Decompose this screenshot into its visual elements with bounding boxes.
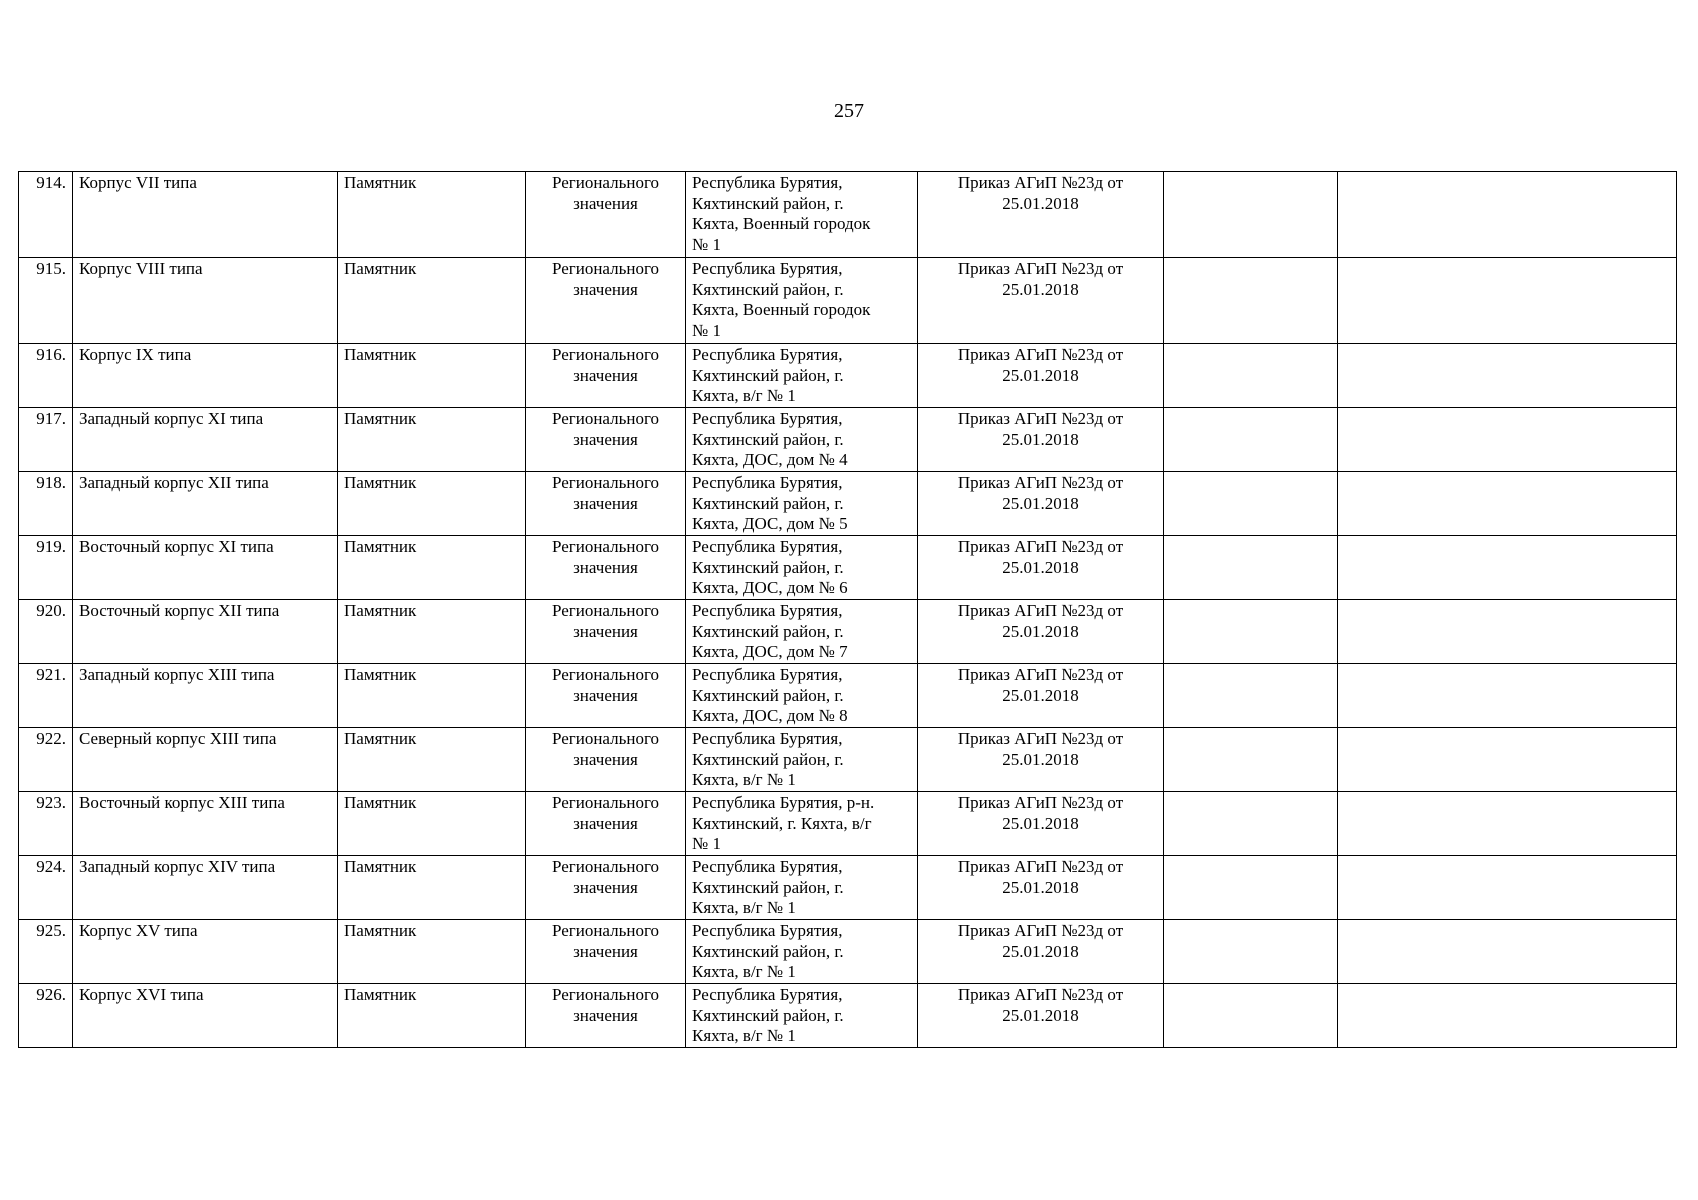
category-line: значения	[573, 941, 638, 961]
document-cell	[918, 856, 1164, 920]
category-line: Регионального	[551, 345, 660, 364]
category-line: значения	[573, 685, 638, 705]
table-row	[19, 172, 1677, 258]
address-cell	[686, 600, 918, 664]
address-line: Кяхтинский район, г.	[692, 621, 844, 641]
object-type-cell: Памятник	[338, 600, 526, 664]
address-line: Республика Бурятия,	[692, 857, 843, 876]
address-line: № 1	[692, 320, 721, 340]
document-line: 25.01.2018	[1002, 493, 1079, 513]
category-line: значения	[573, 193, 638, 213]
address-line: Кяхтинский район, г.	[692, 279, 844, 299]
category-line: Регионального	[551, 665, 660, 684]
category-line: значения	[573, 749, 638, 769]
object-type-cell: Памятник	[338, 984, 526, 1048]
table-row	[19, 984, 1677, 1048]
document-line: 25.01.2018	[1002, 557, 1079, 577]
address-line: Кяхтинский район, г.	[692, 429, 844, 449]
address-line: Кяхта, Военный городок	[692, 214, 871, 233]
category-cell	[526, 258, 686, 344]
object-name-cell: Северный корпус XIII типа	[73, 728, 338, 792]
object-name-cell: Западный корпус XI типа	[73, 408, 338, 472]
category-line: значения	[573, 813, 638, 833]
document-line: Приказ АГиП №23д от	[957, 173, 1124, 192]
row-number-cell: 922.	[19, 728, 73, 792]
table-row	[19, 728, 1677, 792]
heritage-registry-table	[18, 171, 1677, 1048]
address-line: Кяхта, в/г № 1	[692, 770, 796, 789]
category-line: Регионального	[551, 985, 660, 1004]
address-line: Кяхта, ДОС, дом № 8	[692, 706, 848, 725]
row-number-cell: 925.	[19, 920, 73, 984]
table-row	[19, 258, 1677, 344]
row-number-cell: 921.	[19, 664, 73, 728]
address-cell	[686, 258, 918, 344]
empty-cell	[1164, 728, 1338, 792]
object-type-cell: Памятник	[338, 920, 526, 984]
address-line: Кяхта, ДОС, дом № 6	[692, 578, 848, 597]
document-line: 25.01.2018	[1002, 365, 1079, 385]
address-line: Кяхта, в/г № 1	[692, 1026, 796, 1045]
address-line: Кяхта, ДОС, дом № 5	[692, 514, 848, 533]
address-line: Республика Бурятия,	[692, 409, 843, 428]
empty-cell	[1338, 536, 1677, 600]
address-line: Кяхта, ДОС, дом № 7	[692, 642, 848, 661]
empty-cell	[1338, 172, 1677, 258]
category-line: значения	[573, 429, 638, 449]
table-body	[19, 172, 1677, 1048]
table-row	[19, 472, 1677, 536]
document-cell	[918, 536, 1164, 600]
object-name-cell: Восточный корпус XIII типа	[73, 792, 338, 856]
address-line: Кяхта, в/г № 1	[692, 962, 796, 981]
document-line: 25.01.2018	[1002, 621, 1079, 641]
object-type-cell: Памятник	[338, 344, 526, 408]
table-row	[19, 536, 1677, 600]
object-name-cell: Западный корпус XII типа	[73, 472, 338, 536]
address-line: Кяхтинский район, г.	[692, 941, 844, 961]
category-line: значения	[573, 557, 638, 577]
address-line: Республика Бурятия,	[692, 985, 843, 1004]
object-name-cell: Корпус IX типа	[73, 344, 338, 408]
object-name-cell: Корпус VII типа	[73, 172, 338, 258]
address-line: Кяхтинский район, г.	[692, 365, 844, 385]
document-line: 25.01.2018	[1002, 1005, 1079, 1025]
category-line: значения	[573, 877, 638, 897]
address-line: Кяхтинский район, г.	[692, 749, 844, 769]
table-row	[19, 600, 1677, 664]
category-cell	[526, 792, 686, 856]
address-line: Республика Бурятия,	[692, 173, 843, 192]
address-cell	[686, 344, 918, 408]
address-line: Кяхта, Военный городок	[692, 300, 871, 319]
table-row	[19, 664, 1677, 728]
empty-cell	[1338, 856, 1677, 920]
address-cell	[686, 536, 918, 600]
empty-cell	[1338, 664, 1677, 728]
row-number-cell: 919.	[19, 536, 73, 600]
category-line: Регионального	[551, 729, 660, 748]
empty-cell	[1164, 984, 1338, 1048]
object-type-cell: Памятник	[338, 258, 526, 344]
document-cell	[918, 664, 1164, 728]
address-line: Республика Бурятия,	[692, 729, 843, 748]
document-line: Приказ АГиП №23д от	[957, 729, 1124, 748]
document-line: Приказ АГиП №23д от	[957, 857, 1124, 876]
address-line: Кяхта, в/г № 1	[692, 898, 796, 917]
document-line: 25.01.2018	[1002, 877, 1079, 897]
document-line: 25.01.2018	[1002, 279, 1079, 299]
empty-cell	[1164, 258, 1338, 344]
address-line: Кяхтинский район, г.	[692, 493, 844, 513]
address-line: Кяхта, в/г № 1	[692, 386, 796, 405]
table-row	[19, 920, 1677, 984]
object-name-cell: Западный корпус XIII типа	[73, 664, 338, 728]
address-line: № 1	[692, 234, 721, 254]
document-cell	[918, 984, 1164, 1048]
empty-cell	[1164, 792, 1338, 856]
empty-cell	[1164, 664, 1338, 728]
address-line: Республика Бурятия,	[692, 537, 843, 556]
empty-cell	[1338, 728, 1677, 792]
row-number-cell: 915.	[19, 258, 73, 344]
document-cell	[918, 792, 1164, 856]
category-cell	[526, 600, 686, 664]
empty-cell	[1164, 600, 1338, 664]
address-line: Республика Бурятия,	[692, 921, 843, 940]
category-line: Регионального	[551, 473, 660, 492]
address-cell	[686, 856, 918, 920]
document-line: Приказ АГиП №23д от	[957, 985, 1124, 1004]
document-line: Приказ АГиП №23д от	[957, 921, 1124, 940]
empty-cell	[1338, 792, 1677, 856]
document-cell	[918, 344, 1164, 408]
address-line: Кяхтинский район, г.	[692, 193, 844, 213]
page-number: 257	[834, 100, 864, 122]
object-name-cell: Западный корпус XIV типа	[73, 856, 338, 920]
document-line: Приказ АГиП №23д от	[957, 665, 1124, 684]
category-line: Регионального	[551, 601, 660, 620]
document-cell	[918, 172, 1164, 258]
category-cell	[526, 728, 686, 792]
address-line: № 1	[692, 834, 721, 853]
document-line: 25.01.2018	[1002, 429, 1079, 449]
row-number-cell: 918.	[19, 472, 73, 536]
row-number-cell: 914.	[19, 172, 73, 258]
empty-cell	[1338, 600, 1677, 664]
object-type-cell: Памятник	[338, 792, 526, 856]
category-line: значения	[573, 1005, 638, 1025]
category-line: значения	[573, 365, 638, 385]
address-line: Кяхтинский район, г.	[692, 1005, 844, 1025]
empty-cell	[1164, 344, 1338, 408]
category-cell	[526, 472, 686, 536]
document-cell	[918, 600, 1164, 664]
row-number-cell: 916.	[19, 344, 73, 408]
address-line: Республика Бурятия,	[692, 601, 843, 620]
document-line: Приказ АГиП №23д от	[957, 259, 1124, 278]
category-line: Регионального	[551, 793, 660, 812]
object-type-cell: Памятник	[338, 728, 526, 792]
document-cell	[918, 408, 1164, 472]
document-line: Приказ АГиП №23д от	[957, 473, 1124, 492]
object-name-cell: Корпус XVI типа	[73, 984, 338, 1048]
document-line: Приказ АГиП №23д от	[957, 793, 1124, 812]
document-line: 25.01.2018	[1002, 685, 1079, 705]
address-line: Кяхтинский район, г.	[692, 557, 844, 577]
document-cell	[918, 728, 1164, 792]
object-type-cell: Памятник	[338, 172, 526, 258]
empty-cell	[1164, 408, 1338, 472]
empty-cell	[1164, 472, 1338, 536]
empty-cell	[1164, 536, 1338, 600]
document-line: Приказ АГиП №23д от	[957, 345, 1124, 364]
address-line: Республика Бурятия,	[692, 345, 843, 364]
object-type-cell: Памятник	[338, 664, 526, 728]
address-cell	[686, 984, 918, 1048]
table-row	[19, 344, 1677, 408]
document-cell	[918, 920, 1164, 984]
table-row	[19, 856, 1677, 920]
category-line: Регионального	[551, 857, 660, 876]
category-cell	[526, 344, 686, 408]
object-type-cell: Памятник	[338, 536, 526, 600]
object-name-cell: Корпус VIII типа	[73, 258, 338, 344]
address-cell	[686, 728, 918, 792]
category-cell	[526, 984, 686, 1048]
empty-cell	[1164, 172, 1338, 258]
document-line: 25.01.2018	[1002, 749, 1079, 769]
category-cell	[526, 408, 686, 472]
category-cell	[526, 536, 686, 600]
document-cell	[918, 472, 1164, 536]
empty-cell	[1338, 258, 1677, 344]
document-line: 25.01.2018	[1002, 193, 1079, 213]
object-name-cell: Корпус XV типа	[73, 920, 338, 984]
address-line: Республика Бурятия, р-н.	[692, 793, 875, 812]
address-line: Кяхтинский, г. Кяхта, в/г	[692, 813, 872, 833]
document-line: 25.01.2018	[1002, 813, 1079, 833]
document-line: Приказ АГиП №23д от	[957, 601, 1124, 620]
category-line: значения	[573, 621, 638, 641]
category-cell	[526, 856, 686, 920]
empty-cell	[1338, 920, 1677, 984]
row-number-cell: 920.	[19, 600, 73, 664]
object-type-cell: Памятник	[338, 856, 526, 920]
address-cell	[686, 920, 918, 984]
address-line: Республика Бурятия,	[692, 665, 843, 684]
document-line: Приказ АГиП №23д от	[957, 409, 1124, 428]
document-line: Приказ АГиП №23д от	[957, 537, 1124, 556]
empty-cell	[1164, 856, 1338, 920]
category-cell	[526, 172, 686, 258]
category-line: Регионального	[551, 537, 660, 556]
empty-cell	[1338, 472, 1677, 536]
row-number-cell: 923.	[19, 792, 73, 856]
document-line: 25.01.2018	[1002, 941, 1079, 961]
category-cell	[526, 664, 686, 728]
address-cell	[686, 172, 918, 258]
address-line: Республика Бурятия,	[692, 259, 843, 278]
object-type-cell: Памятник	[338, 472, 526, 536]
object-name-cell: Восточный корпус XII типа	[73, 600, 338, 664]
empty-cell	[1338, 408, 1677, 472]
document-cell	[918, 258, 1164, 344]
object-type-cell: Памятник	[338, 408, 526, 472]
address-cell	[686, 408, 918, 472]
empty-cell	[1164, 920, 1338, 984]
empty-cell	[1338, 344, 1677, 408]
category-line: значения	[573, 493, 638, 513]
address-cell	[686, 792, 918, 856]
address-line: Республика Бурятия,	[692, 473, 843, 492]
category-line: Регионального	[551, 173, 660, 192]
row-number-cell: 926.	[19, 984, 73, 1048]
row-number-cell: 917.	[19, 408, 73, 472]
address-cell	[686, 472, 918, 536]
address-line: Кяхтинский район, г.	[692, 877, 844, 897]
address-line: Кяхтинский район, г.	[692, 685, 844, 705]
category-line: Регионального	[551, 259, 660, 278]
row-number-cell: 924.	[19, 856, 73, 920]
table-row	[19, 408, 1677, 472]
address-cell	[686, 664, 918, 728]
category-cell	[526, 920, 686, 984]
table-row	[19, 792, 1677, 856]
category-line: Регионального	[551, 409, 660, 428]
category-line: Регионального	[551, 921, 660, 940]
empty-cell	[1338, 984, 1677, 1048]
object-name-cell: Восточный корпус XI типа	[73, 536, 338, 600]
address-line: Кяхта, ДОС, дом № 4	[692, 450, 848, 469]
category-line: значения	[573, 279, 638, 299]
